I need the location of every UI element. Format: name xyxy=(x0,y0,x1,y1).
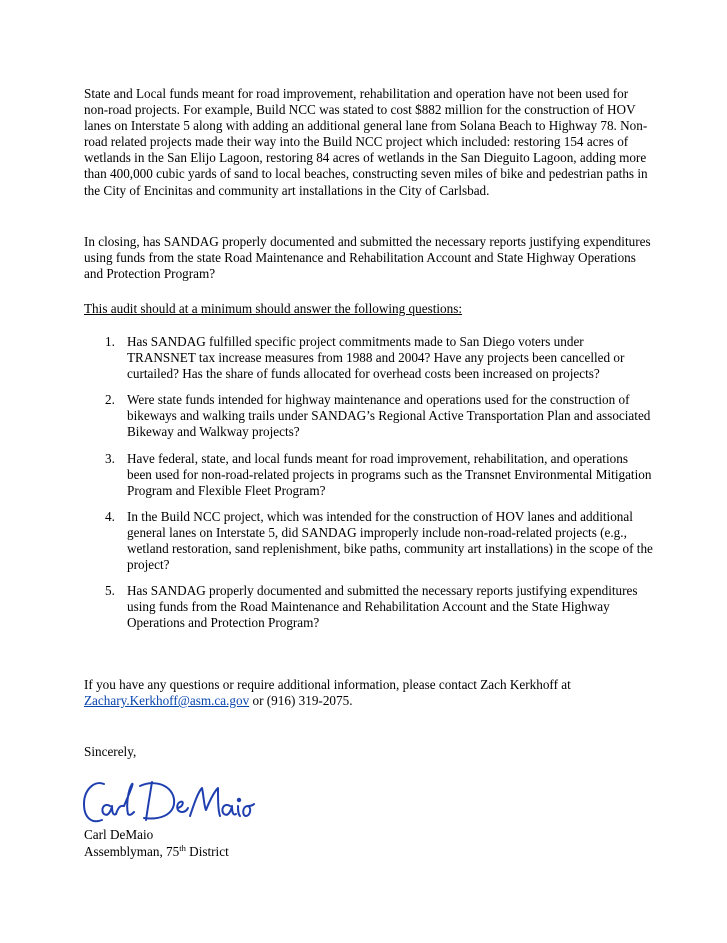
question-text: Has SANDAG fulfilled specific project commitments made to San Diego voters under TRANSNET tax increase measures from 1988 and 2004? Have any projects been cancelled or curtailed? Has the share of funds allocated for overhead costs been increased on projects? xyxy=(127,334,625,382)
list-number: 5. xyxy=(105,583,115,599)
list-number: 3. xyxy=(105,450,115,466)
signer-name: Carl DeMaio xyxy=(84,827,154,842)
list-item xyxy=(84,451,654,499)
question-text: Has SANDAG properly documented and submitted the necessary reports justifying expenditures using funds from the Road Maintenance and Rehabilitation Account and the State Highway Operations and Protection Program? xyxy=(127,583,638,631)
paragraph-closing-question: In closing, has SANDAG properly documented and submitted the necessary reports justifying expenditures using funds from the state Road Maintenance and Rehabilitation Account and State Highway Operations and Protection Program? xyxy=(84,234,651,282)
paragraph-build-ncc: State and Local funds meant for road improvement, rehabilitation and operation have not been used for non-road projects. For example, Build NCC was stated to cost $882 million for the construction of HOV lanes on Interstate 5 along with adding an additional general lane from Solana Beach to Highway 78. Non-road related projects made their way into the Build NCC project which included: restoring 154 acres of wetlands in the San Elijo Lagoon, restoring 84 acres of wetlands in the San Dieguito Lagoon, adding more than 400,000 cubic yards of sand to local beaches, constructing seven miles of bike and pedestrian paths in the City of Encinitas and community art installations in the City of Carlsbad. xyxy=(84,86,648,198)
title-ordinal-suffix: th xyxy=(179,843,186,853)
salutation: Sincerely, xyxy=(84,744,137,759)
handwritten-signature xyxy=(80,776,255,832)
signer-title xyxy=(84,844,229,860)
question-text: In the Build NCC project, which was intended for the construction of HOV lanes and additional general lanes on Interstate 5, did SANDAG improperly include non-road-related projects (e.g., wetland restoration, sand replenishment, bike paths, community art installations) in the scope of the project? xyxy=(127,508,653,573)
email-link[interactable]: Zachary.Kerkhoff@asm.ca.gov xyxy=(84,693,250,709)
audit-heading: This audit should at a minimum should answer the following questions: xyxy=(84,301,463,316)
title-suffix: District xyxy=(185,844,229,859)
list-number: 1. xyxy=(105,334,115,349)
title-prefix: Assemblyman, 75 xyxy=(84,844,180,859)
contact-intro: If you have any questions or require additional information, please contact Zach Kerkhoff at xyxy=(84,677,571,692)
question-text: Have federal, state, and local funds meant for road improvement, rehabilitation, and operations been used for non-road-related projects in programs such as the Transnet Environmental Mitigation Program and Flexible Fleet Program? xyxy=(127,450,652,498)
list-number: 2. xyxy=(105,392,115,408)
list-number: 4. xyxy=(105,508,115,524)
list-item xyxy=(84,509,654,573)
contact-paragraph xyxy=(84,677,654,709)
list-item xyxy=(84,392,654,440)
contact-phone: or (916) 319-2075. xyxy=(249,693,353,709)
list-item xyxy=(84,583,654,631)
audit-questions-list xyxy=(84,334,654,642)
question-text: Were state funds intended for highway maintenance and operations used for the construction of bikeways and walking trails under SANDAG’s Regional Active Transportation Plan and associated Bikeway and Walkway projects? xyxy=(127,392,651,440)
list-item xyxy=(84,334,654,382)
